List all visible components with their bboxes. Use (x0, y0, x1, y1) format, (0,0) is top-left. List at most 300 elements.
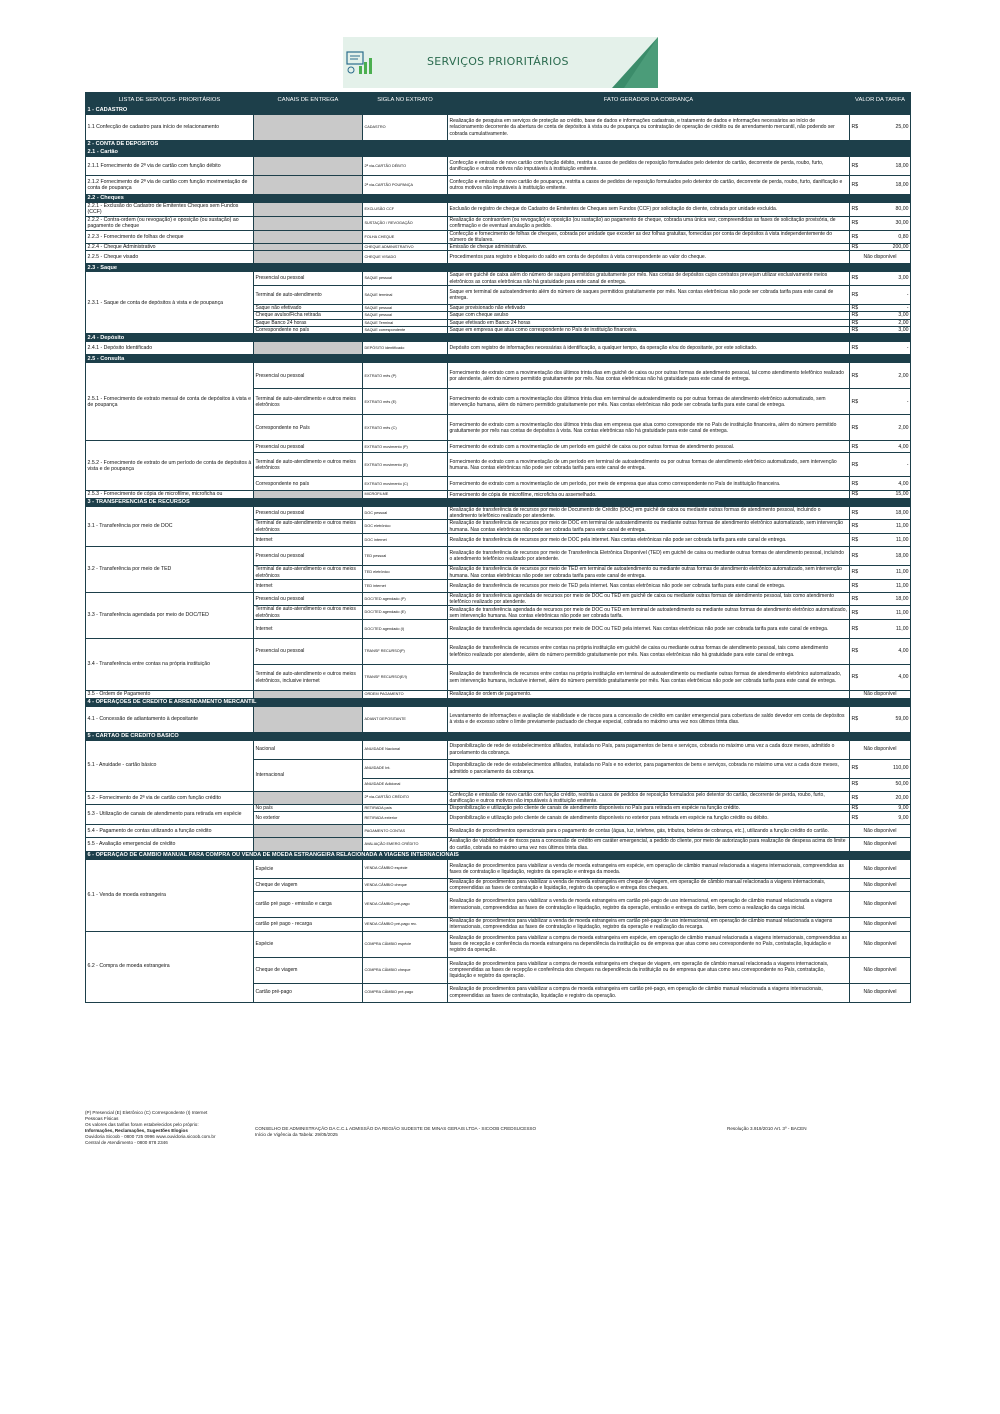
charge-fact: Realização de contraordem (ou revogação) e oposição (ou sustação) ao pagamento de cheque, cobrada uma única vez, compreendidas as fases de solicitação provisória, de confirmação e de eventual anulação a pedido. (448, 216, 850, 230)
charge-fact: Disponibilização de rede de estabelecimentos afiliados, instalada no País e no exterior, para pagamentos de bens e serviços, cobrada no máximo uma vez a cada doze meses, admitido o parcelamento da cobrança. (448, 759, 850, 778)
delivery-channel (254, 791, 363, 804)
footer-center (255, 1126, 635, 1138)
tariff-value (850, 319, 911, 326)
tariff-value (850, 791, 911, 804)
tariff-value (850, 579, 911, 592)
tariff-amount: 110,00 (893, 765, 909, 772)
service-name: 2.2.5 - Cheque visado (86, 251, 254, 264)
table-row (86, 859, 911, 878)
table-row (86, 157, 911, 176)
subsection-label: 2.1 - Cartão (86, 149, 911, 157)
tariff-amount: - (906, 461, 909, 468)
tariff-amount: - (906, 345, 909, 352)
service-name: 6.2 - Compra de moeda estrangeira (86, 931, 254, 1002)
statement-abbr: ADIANT DEPOSITANTE (363, 706, 448, 732)
delivery-channel: Correspondente no país (254, 327, 363, 334)
footer-council: CONSELHO DE ADMINISTRAÇÃO DA C.C.L ADMISSÃO DA REGIÃO SUDESTE DE MINAS GERAIS LTDA - SICOOB CREDSUCESSO (255, 1126, 537, 1131)
currency-symbol: R$ (851, 461, 859, 468)
section-label: 6 - OPERAÇÃO DE CAMBIO MANUAL PARA COMPRA OU VENDA DE MOEDA ESTRANGEIRA RELACIONADA A VIAGENS INTERNACIONAIS (86, 851, 911, 859)
currency-symbol: R$ (851, 569, 859, 576)
delivery-channel (254, 176, 363, 195)
table-row (86, 791, 911, 804)
footer-ouvidoria: Ouvidoria Sicoob - 0800 725 0996 www.ouvidoria.sicoob.com.br (85, 1134, 216, 1139)
tariff-value (850, 477, 911, 491)
tariff-amount: 4,00 (898, 648, 909, 655)
charge-fact: Emissão de cheque administrativo. (448, 244, 850, 251)
charge-fact: Disponibilização de rede de estabelecimentos afiliados, instalada no País, para pagamentos de bens e serviços, cobrada no máximo uma vez a cada doze meses, admitido o parcelamento da cobrança. (448, 740, 850, 759)
currency-symbol: R$ (851, 206, 859, 213)
value-unavailable: Não disponível (850, 983, 911, 1002)
tariff-amount: 2,00 (898, 319, 909, 326)
tariff-amount: 11,00 (895, 625, 909, 632)
charge-fact: Disponibilização e utilização pelo cliente de canais de atendimento disponíveis no País para retirada em espécie na função crédito. (448, 804, 850, 811)
statement-abbr: SAQUE pessoal (363, 304, 448, 311)
tariff-value (850, 506, 911, 519)
statement-abbr: DOC/TED agendado (P) (363, 592, 448, 605)
charge-fact: Confecção e emissão de novo cartão de poupança, restrita a casos de pedidos de reposição formulados pelo detentor do cartão, decorrente de perda, roubo, furto, danificação e outros motivos não imputáveis à instituição emitente. (448, 176, 850, 195)
footer-line3: Informações, Reclamações, Sugestões Elogios (85, 1128, 188, 1133)
subsection-header (86, 355, 911, 363)
statement-abbr: PAGAMENTO CONTAS (363, 825, 448, 838)
subsection-label: 2.4 - Depósito (86, 334, 911, 342)
tariff-value (850, 491, 911, 498)
table-row (86, 230, 911, 243)
currency-symbol: R$ (851, 424, 859, 431)
tariff-value (850, 230, 911, 243)
statement-abbr: TED internet (363, 579, 448, 592)
statement-abbr: DOC/TED agendado (E) (363, 606, 448, 620)
subsection-label: 2.2 - Cheques (86, 195, 911, 203)
tariff-value (850, 203, 911, 217)
delivery-channel: Terminal de auto-atendimento e outros meios eletrônicos (254, 520, 363, 534)
charge-fact: Realização de ordem de pagamento. (448, 691, 850, 698)
delivery-channel: Cheque avulso/Ficha retirada (254, 312, 363, 319)
col-header-fact: FATO GERADOR DA COBRANÇA (448, 93, 850, 107)
table-row (86, 691, 911, 698)
tariff-amount: 30,00 (895, 220, 909, 227)
delivery-channel: Terminal de auto-atendimento e outros meios eletrônicos (254, 566, 363, 580)
tariff-amount: 3,00 (898, 327, 909, 334)
tariff-value (850, 547, 911, 566)
service-name: 2.1.2 Fornecimento de 2ª via de cartão com função movimentação de conta de poupança (86, 176, 254, 195)
delivery-channel: Saque Banco 24 horas (254, 319, 363, 326)
tariff-amount: 80,00 (895, 206, 909, 213)
statement-abbr: DOC eletrônico (363, 520, 448, 534)
statement-abbr: EXTRATO movimento (C) (363, 477, 448, 491)
statement-abbr: RETIRADA país (363, 804, 448, 811)
currency-symbol: R$ (851, 162, 859, 169)
col-header-abbr: SIGLA NO EXTRATO (363, 93, 448, 107)
charge-fact: Avaliação de viabilidade e de riscos para a concessão de crédito em caráter emergencial, a pedido do cliente, por meio de autorização para realização de despesa acima do limite do cartão, cobrada no máximo uma vez nos últimos trinta dias. (448, 838, 850, 851)
statement-abbr: VENDA CÂMBIO espécie (363, 859, 448, 878)
charge-fact: Realização de pesquisa em serviços de proteção ao crédito, base de dados e informações cadastrais, e tratamento de dados e informações necessários ao início de relacionamento decorrente da abertura de conta de depósitos à vista ou de poupança ou contratação de operação de crédito ou de arrendamento mercantil, não podendo ser cobrada cumulativamente. (448, 115, 850, 141)
currency-symbol: R$ (851, 291, 859, 298)
tariff-value (850, 272, 911, 285)
charge-fact: Realização de transferência agendada de recursos por meio de DOC ou TED pela internet. Nas contas eletrônicas não pode ser cobrada tarifa para este canal de entrega. (448, 620, 850, 639)
charge-fact: Saque em empresa que atua como correspondente no País de instituição financeira. (448, 327, 850, 334)
charge-fact: Fornecimento de extrato com a movimentação dos últimos trinta dias em guichê de caixa ou por outras formas de atendimento pessoal, tal como atendimento telefônico realizado por atendente, além do número permitido gratuitamente por mês. Nas contas eletrônicas não há gratuidade para este canal de entrega. (448, 363, 850, 389)
section-label: 2 - CONTA DE DEPÓSITOS (86, 141, 911, 149)
statement-abbr: EXTRATO mês (C) (363, 415, 448, 441)
tariff-value (850, 639, 911, 665)
charge-fact (448, 778, 850, 791)
service-name: 3.1 - Transferência por meio de DOC (86, 506, 254, 546)
delivery-channel (254, 825, 363, 838)
delivery-channel: Internacional (254, 759, 363, 791)
statement-abbr: EXTRATO mês (E) (363, 389, 448, 415)
statement-abbr: DOC internet (363, 534, 448, 547)
charge-fact: Depósito com registro de informações necessárias à identificação, a qualquer tempo, da operação e/ou do depositante, por este solicitado. (448, 342, 850, 355)
section-header (86, 107, 911, 115)
value-unavailable: Não disponível (850, 918, 911, 931)
section-header (86, 141, 911, 149)
service-name: 2.3.1 - Saque de conta de depósitos à vista e de poupança (86, 272, 254, 334)
tariff-value (850, 244, 911, 251)
tariff-amount: 0,80 (898, 233, 909, 240)
statement-abbr: EXTRATO movimento (E) (363, 453, 448, 477)
statement-abbr: DOC pessoal (363, 506, 448, 519)
statement-abbr: SAQUE Terminal (363, 319, 448, 326)
footer-line2: Os valores das tarifas foram estabelecidos pelo próprio: (85, 1122, 199, 1127)
table-row (86, 441, 911, 453)
statement-abbr: 2ª via-CARTÃO CRÉDITO (363, 791, 448, 804)
value-unavailable: Não disponível (850, 825, 911, 838)
subsection-header (86, 149, 911, 157)
charge-fact: Realização de transferência de recursos por meio de Documento de Crédito (DOC) em guichê de caixa ou mediante outras formas de atendimento pessoal, incluindo o atendimento telefônico realizado por atendente. (448, 506, 850, 519)
delivery-channel (254, 157, 363, 176)
value-unavailable: Não disponível (850, 892, 911, 918)
tariff-value (850, 312, 911, 319)
currency-symbol: R$ (851, 781, 859, 788)
currency-symbol: R$ (851, 327, 859, 334)
section-label: 1 - CADASTRO (86, 107, 911, 115)
statement-abbr: SAQUE pessoal (363, 272, 448, 285)
col-header-services: LISTA DE SERVIÇOS- PRIORITÁRIOS (86, 93, 254, 107)
currency-symbol: R$ (851, 715, 859, 722)
charge-fact: Procedimentos para registro e bloqueio do saldo em conta de depósitos à vista correspondente ao valor do cheque. (448, 251, 850, 264)
charge-fact: Levantamento de informações e avaliação de viabilidade e de riscos para a concessão de crédito em caráter emergencial para cobertura de saldo devedor em conta de depósitos à vista e de excesso sobre o limite previamente pactuado de cheque especial, cobrada no máximo uma vez nos últimos trinta dias. (448, 706, 850, 732)
tariff-amount: - (906, 304, 909, 311)
delivery-channel (254, 244, 363, 251)
currency-symbol: R$ (851, 765, 859, 772)
statement-abbr: EXTRATO movimento (P) (363, 441, 448, 453)
section-header (86, 732, 911, 740)
currency-symbol: R$ (851, 804, 859, 811)
delivery-channel: Presencial ou pessoal (254, 592, 363, 605)
currency-symbol: R$ (851, 312, 859, 319)
charge-fact: Realização de procedimentos para viabilizar a venda de moeda estrangeira em cartão pré-pago de uso internacional, em operação de câmbio manual relacionada a viagens internacionais, compreendidas as fases de contratação e liquidação, registro da operação e realização da recarga. (448, 918, 850, 931)
statement-abbr: FOLHA CHEQUE (363, 230, 448, 243)
tariff-value (850, 804, 911, 811)
currency-symbol: R$ (851, 398, 859, 405)
charge-fact: Realização de transferência de recursos por meio de Transferência Eletrônica Disponível (TED) em guichê de caixa ou mediante outras formas de atendimento pessoal, incluindo o atendimento telefônico realizado por atendente. (448, 547, 850, 566)
delivery-channel (254, 342, 363, 355)
tariff-amount: 11,00 (895, 536, 909, 543)
service-name: 2.5.2 - Fornecimento de extrato de um período de conta de depósitos à vista e de poupança (86, 441, 254, 491)
service-name: 2.2.3 - Fornecimento de folhas de cheque (86, 230, 254, 243)
tariff-value (850, 520, 911, 534)
statement-abbr: MICROFILME (363, 491, 448, 498)
section-header (86, 698, 911, 706)
tariff-value (850, 606, 911, 620)
tariff-value (850, 327, 911, 334)
charge-fact: Fornecimento de extrato com a movimentação dos últimos trinta dias em empresa que atua como corresponde nte no País de instituição financeira, além do número permitido gratuitamente por mês nas contas de depósitos à vista. Nas contas eletrônicas não há gratuidade para este canal de entrega. (448, 415, 850, 441)
section-header (86, 851, 911, 859)
tariff-value (850, 304, 911, 311)
delivery-channel: Presencial ou pessoal (254, 272, 363, 285)
service-name: 3.2 - Transferência por meio de TED (86, 547, 254, 593)
value-unavailable: Não disponível (850, 957, 911, 983)
delivery-channel: Terminal de auto-atendimento e outros meios eletrônicos (254, 453, 363, 477)
charge-fact: Realização de procedimentos para viabilizar a compra de moeda estrangeira em espécie, em operação de câmbio manual relacionada a viagens internacionais, compreendidas as fases de recepção e conferência da moeda estrangeira na dependência da instituição ou de empresa que atua como seu correspondente no País, contratação, liquidação e registro da operação. (448, 931, 850, 957)
service-name: 4.1 - Concessão de adiantamento à depositante (86, 706, 254, 732)
subsection-header (86, 195, 911, 203)
charge-fact: Realização de transferência agendada de recursos por meio de DOC ou TED em guichê de caixa ou mediante outras formas de atendimento pessoal, tais como atendimento telefônico realizado por atendente. (448, 592, 850, 605)
statement-abbr: EXTRATO mês (P) (363, 363, 448, 389)
delivery-channel: Internet (254, 620, 363, 639)
service-name: 1.1 Confecção de cadastro para início de relacionamento (86, 115, 254, 141)
subsection-label: 2.3 - Saque (86, 264, 911, 272)
tariff-value (850, 706, 911, 732)
subsection-header (86, 334, 911, 342)
currency-symbol: R$ (851, 220, 859, 227)
delivery-channel: Presencial ou pessoal (254, 441, 363, 453)
footer-vigencia: Início de Vigência da Tabela: 29/05/2025 (255, 1132, 338, 1137)
charge-fact: Fornecimento de extrato com a movimentação dos últimos trinta dias em terminal de autoatendimento ou por outras formas de atendimento eletrônico automatizado, sem intervenção humana, além do número permitido gratuitamente por mês. Nas contas eletrônicas não pode ser cobrada tarifa para este canal de entrega. (448, 389, 850, 415)
delivery-channel: Terminal de auto-atendimento e outros meios eletrônicos (254, 606, 363, 620)
delivery-channel: Internet (254, 534, 363, 547)
tariff-amount: 18,00 (895, 509, 909, 516)
statement-abbr: VENDA CÂMBIO pré-pago (363, 892, 448, 918)
currency-symbol: R$ (851, 491, 859, 498)
currency-symbol: R$ (851, 674, 859, 681)
tariff-value (850, 812, 911, 825)
service-name: 3.4 - Transferência entre contas na própria instituição (86, 639, 254, 691)
charge-fact: Realização de transferência de recursos entre contas na própria instituição em guichê de caixa ou mediante outras formas de atendimento pessoal, tais como atendimento telefônico realizado por atendente, além do número permitido gratuitamente por mês. Nas contas eletrônicas não há gratuidade para este canal de entrega. (448, 639, 850, 665)
delivery-channel: Espécie (254, 931, 363, 957)
value-unavailable: Não disponível (850, 691, 911, 698)
value-unavailable: Não disponível (850, 838, 911, 851)
tariff-amount: 4,00 (898, 674, 909, 681)
service-name: 5.4 - Pagamento de contas utilizando a função crédito (86, 825, 254, 838)
table-row (86, 706, 911, 732)
table-row (86, 639, 911, 665)
statement-abbr: AVALIAÇÃO EMERG CRÉDITO (363, 838, 448, 851)
delivery-channel (254, 115, 363, 141)
delivery-channel: Internet (254, 579, 363, 592)
service-name: 2.2.1 - Exclusão do Cadastro de Emitentes Cheques sem Fundos (CCF) (86, 203, 254, 217)
subsection-label: 2.5 - Consulta (86, 355, 911, 363)
delivery-channel (254, 706, 363, 732)
subsection-header (86, 264, 911, 272)
tariff-amount: 59,00 (895, 715, 909, 722)
statement-abbr: DEPÓSITO identificado (363, 342, 448, 355)
statement-abbr: VENDA CÂMBIO pré-pago rec. (363, 918, 448, 931)
currency-symbol: R$ (851, 443, 859, 450)
tariff-amount: 18,00 (895, 552, 909, 559)
service-name: 3.5 - Ordem de Pagamento (86, 691, 254, 698)
value-unavailable: Não disponível (850, 859, 911, 878)
tariff-value (850, 389, 911, 415)
tariff-value (850, 665, 911, 691)
charge-fact: Saque efetivado em Banco 24 horas (448, 319, 850, 326)
currency-symbol: R$ (851, 275, 859, 282)
service-name: 2.2.2 - Contra-ordem (ou revogação) e oposição (ou sustação) ao pagamento de cheque (86, 216, 254, 230)
delivery-channel: Presencial ou pessoal (254, 363, 363, 389)
delivery-channel: Saque não efetivado (254, 304, 363, 311)
tariff-value (850, 441, 911, 453)
tariff-amount: 200,00 (892, 244, 909, 251)
charge-fact: Realização de transferência de recursos por meio de DOC em terminal de autoatendimento ou mediante outras formas de atendimento eletrônico automatizado, sem intervenção humana. Nas contas eletrônicas não pode ser cobrada tarifa para este canal de entrega. (448, 520, 850, 534)
service-name: 3.3 - Transferência agendada por meio de DOC/TED (86, 592, 254, 638)
table-row (86, 491, 911, 498)
currency-symbol: R$ (851, 523, 859, 530)
footer-legend: (P) Presencial (E) Eletrônico (C) Correspondente (I) Internet (85, 1110, 208, 1115)
charge-fact: Fornecimento de extrato com a movimentação de um período em terminal de autoatendimento ou por outras formas de atendimento eletrônico automatizado, sem intervenção humana. Nas contas eletrônicas não pode ser cobrada tarifa para este canal de entrega. (448, 453, 850, 477)
charge-fact: Realização de procedimentos operacionais para o pagamento de contas (água, luz, telefone, gás, tributos, boletos de cobrança, etc.), utilizando a função crédito do cartão. (448, 825, 850, 838)
charge-fact: Fornecimento de extrato com a movimentação de um período em guichê de caixa ou por outras formas de atendimento pessoal. (448, 441, 850, 453)
tariff-amount: - (906, 398, 909, 405)
tariff-value (850, 285, 911, 304)
charge-fact: Fornecimento de extrato com a movimentação de um período, por meio de empresa que atua como correspondente no País de instituição financeira. (448, 477, 850, 491)
col-header-value: VALOR DA TARIFA (850, 93, 911, 107)
statement-abbr: DOC/TED agendado (I) (363, 620, 448, 639)
service-name: 2.1.1 Fornecimento de 2ª via de cartão com função débito (86, 157, 254, 176)
services-table (85, 92, 911, 1003)
col-header-channels: CANAIS DE ENTREGA (254, 93, 363, 107)
statement-abbr: VENDA CÂMBIO cheque (363, 878, 448, 891)
tariff-amount: 3,00 (898, 275, 909, 282)
delivery-channel (254, 203, 363, 217)
currency-symbol: R$ (851, 648, 859, 655)
statement-abbr: SAQUE pessoal (363, 312, 448, 319)
table-row (86, 176, 911, 195)
delivery-channel: Presencial ou pessoal (254, 639, 363, 665)
table-row (86, 244, 911, 251)
delivery-channel: Presencial ou pessoal (254, 506, 363, 519)
statement-abbr: TRANSF RECURSO(P) (363, 639, 448, 665)
statement-abbr: SUSTAÇÃO / REVOGAÇÃO (363, 216, 448, 230)
statement-abbr: 2ª via-CARTÃO POUPANÇA (363, 176, 448, 195)
footer-central: Central de Atendimento - 0800 878 2346 (85, 1140, 168, 1145)
currency-symbol: R$ (851, 319, 859, 326)
tariff-amount: 15,00 (895, 491, 909, 498)
table-row (86, 592, 911, 605)
charge-fact: Realização de procedimentos para viabilizar a venda de moeda estrangeira em cheque de viagem, em operação de câmbio manual relacionada a viagens internacionais, compreendidas as fases de contratação e liquidação, registro da operação e entrega dos cheques. (448, 878, 850, 891)
table-row (86, 547, 911, 566)
charge-fact: Saque em guichê de caixa além do número de saques permitidos gratuitamente por mês. Nas contas de depósitos cujos contratos prevejam utilizar exclusivamente meios eletrônicos as contas eletrônicas não há gratuidade para este canal de entrega. (448, 272, 850, 285)
statement-abbr: COMPRA CÂMBIO pré-pago (363, 983, 448, 1002)
tariff-value (850, 759, 911, 778)
statement-abbr: ANUIDADE Int. (363, 759, 448, 778)
delivery-channel: Presencial ou pessoal (254, 547, 363, 566)
currency-symbol: R$ (851, 625, 859, 632)
table-row (86, 203, 911, 217)
delivery-channel: Cartão pré-pago (254, 983, 363, 1002)
tariff-amount: 11,00 (895, 609, 909, 616)
charge-fact: Realização de transferência de recursos por meio de DOC pela internet. Nas contas eletrônicas não pode ser cobrada tarifa para este canal de entrega. (448, 534, 850, 547)
charge-fact: Saque com cheque avulso (448, 312, 850, 319)
statement-abbr: SAQUE terminal (363, 285, 448, 304)
tariff-value (850, 592, 911, 605)
section-label: 3 - TRANSFERÊNCIAS DE RECURSOS (86, 498, 911, 506)
tariff-amount: - (906, 291, 909, 298)
page-title: SERVIÇOS PRIORITÁRIOS (427, 55, 569, 68)
currency-symbol: R$ (851, 480, 859, 487)
delivery-channel: No exterior (254, 812, 363, 825)
currency-symbol: R$ (851, 536, 859, 543)
currency-symbol: R$ (851, 345, 859, 352)
tariff-amount: 9,00 (898, 804, 909, 811)
statement-abbr: 2ª via-CARTÃO DÉBITO (363, 157, 448, 176)
delivery-channel: cartão pré pago - emissão e carga (254, 892, 363, 918)
tariff-value (850, 342, 911, 355)
delivery-channel: Correspondente no País (254, 415, 363, 441)
charge-fact: Disponibilização e utilização pelo cliente de canais de atendimento disponíveis no exterior para retirada em espécie na função crédito ou débito. (448, 812, 850, 825)
delivery-channel: Terminal de auto-atendimento e outros meios eletrônicos, inclusive internet (254, 665, 363, 691)
statement-abbr: ANUIDADE Nacional (363, 740, 448, 759)
value-unavailable: Não disponível (850, 251, 911, 264)
service-name: 2.2.4 - Cheque Administrativo (86, 244, 254, 251)
table-row (86, 216, 911, 230)
tariff-amount: 25,00 (895, 124, 909, 131)
charge-fact: Realização de transferência de recursos entre contas na própria instituição em terminal de autoatendimento ou mediante outras formas de atendimento eletrônico automatizado, sem intervenção humana, inclusive internet, além do número permitido gratuitamente por mês. Nas contas eletrônicas não pode ser cobrada tarifa para este canal de entrega. (448, 665, 850, 691)
table-row (86, 251, 911, 264)
tariff-value (850, 115, 911, 141)
table-header (86, 93, 911, 107)
table-row (86, 115, 911, 141)
delivery-channel: Cheque de viagem (254, 957, 363, 983)
tariff-amount: 9,00 (898, 815, 909, 822)
delivery-channel (254, 691, 363, 698)
tariff-value (850, 176, 911, 195)
currency-symbol: R$ (851, 552, 859, 559)
tariff-amount: 18,00 (895, 595, 909, 602)
tariff-amount: 2,00 (898, 424, 909, 431)
table-row (86, 740, 911, 759)
statement-abbr: TRANSF RECURSO(E/I) (363, 665, 448, 691)
tariff-amount: 18,00 (895, 162, 909, 169)
charge-fact: Confecção e emissão de novo cartão com função débito, restrita a casos de pedidos de reposição formulados pelo detentor do cartão, decorrente de perda, roubo, furto, danificação e outros motivos não imputáveis à instituição emitente. (448, 157, 850, 176)
statement-abbr: TED eletrônico (363, 566, 448, 580)
service-name: 5.2 - Fornecimento de 2ª via de cartão com função crédito (86, 791, 254, 804)
footer-pessoa: Pessoas Físicas (85, 1116, 119, 1121)
currency-symbol: R$ (851, 794, 859, 801)
service-name: 2.4.1 - Depósito Identificado (86, 342, 254, 355)
table-row (86, 272, 911, 285)
tariff-value (850, 216, 911, 230)
delivery-channel (254, 491, 363, 498)
tariff-value (850, 453, 911, 477)
delivery-channel: No país (254, 804, 363, 811)
footer-resolution: Resolução 3.919/2010 Art. 3º - BACEN (727, 1126, 807, 1131)
currency-symbol: R$ (851, 124, 859, 131)
table-row (86, 342, 911, 355)
tariff-value (850, 157, 911, 176)
delivery-channel: Espécie (254, 859, 363, 878)
delivery-channel: cartão pré pago - recarga (254, 918, 363, 931)
delivery-channel: Terminal de auto-atendimento (254, 285, 363, 304)
delivery-channel: Cheque de viagem (254, 878, 363, 891)
tariff-amount: 2,00 (898, 372, 909, 379)
services-chart-icon (345, 50, 373, 76)
tariff-value (850, 566, 911, 580)
statement-abbr: EXCLUSÃO CCF (363, 203, 448, 217)
charge-fact: Confecção e emissão de novo cartão com função crédito, restrita a casos de pedidos de reposição formulados pelo detentor do cartão, decorrente de perda, roubo, furto, danificação e outros motivos não imputáveis à instituição emitente. (448, 791, 850, 804)
banner-accent (612, 37, 658, 88)
tariff-amount: 50,00 (895, 781, 909, 788)
currency-symbol: R$ (851, 181, 859, 188)
